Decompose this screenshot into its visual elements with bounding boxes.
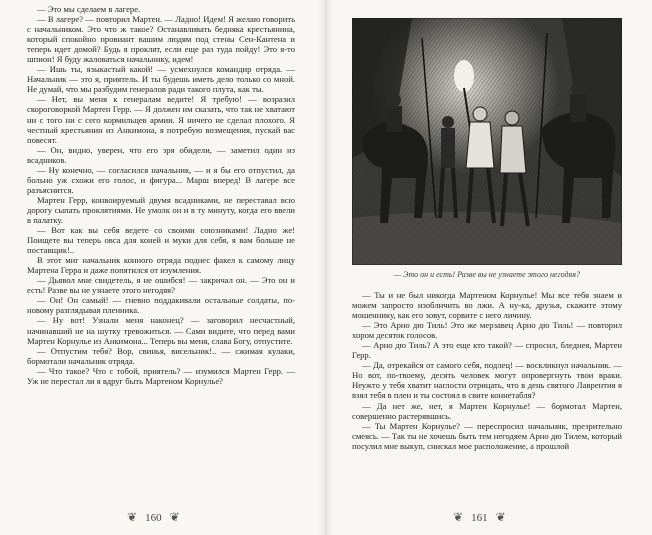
page-number-left — [127, 510, 180, 525]
paragraph: — Ну вот! Узнали меня наконец? — заговорил несчастный, начинавший не на шутку тревожиться. — Сами видите, что перед вами Мартен Корнулье из Анкимона... Теперь вы меня, слава Богу, отпустите. — [27, 315, 295, 346]
engraving-illustration — [352, 18, 622, 265]
paragraph: — Это Арно дю Тиль! Это же мерзавец Арно дю Тиль! — повторил хором десяток голосов. — [352, 320, 622, 341]
ornament-icon: ❦ — [495, 510, 506, 524]
right-page-text — [352, 290, 622, 451]
engraving-scene-icon — [352, 18, 622, 265]
paragraph: — Да нет же, нет, я Мартен Корнулье! — бормотал Мартен, совершенно растерявшись. — [352, 400, 622, 421]
paragraph: — Ты и не был никогда Мартеном Корнулье! Мы все тебя знаем и можем запросто изобличить во лжи. А ну-ка, друзья, скажите этому мошеннику, как его зовут, сорвите с него личину. — [352, 290, 622, 321]
paragraph: — Нет, вы меня к генералам ведите! Я требую! — возразил скороговоркой Мартен Герр. — Я должен им сказать, что так не хватают ни с того ни с сего кормильцев армии. Я ничего не сделал плохого. Я честный крестьянин из Анкимона, я потребую возмещения, пускай вас повесят. — [27, 94, 295, 145]
paragraph: — Да, отрекайся от самого себя, подлец! — воскликнул начальник. — Но вот, по-твоему, десять человек могут опровергнуть твои враки. Неужто у тебя хватит наглости отрицать, что в день святого Лаврентия я взял тебя в плен и ты состоял в свите коннетабля? — [352, 360, 622, 401]
ornament-icon: ❦ — [453, 510, 464, 524]
paragraph: — Это мы сделаем в лагере. — [37, 4, 141, 14]
paragraph: — Отпустим тебя? Вор, свинья, висельник!.. — сжимая кулаки, бормотали начальник отряда. — [27, 345, 295, 366]
page-number-right — [453, 510, 506, 525]
paragraph: Мартен Герр, конвоируемый двумя всадниками, не переставал всю дорогу сыпать проклятиями. Не умолк он и в ту минуту, когда его ввели в палатку. — [27, 194, 295, 225]
page-number: 161 — [471, 511, 488, 524]
page-number: 160 — [145, 511, 162, 524]
paragraph: — В лагере? — повторил Мартен. — Ладно! Идем! Я желаю говорить с начальником. Это что ж такое? Останавливать бедняка крестьянина, который спокойно провиант вашим людям под стены Сен-Кантена и теперь идет домой? Будь я проклят, если еще раз туда пойду! Это я-то шпион! Я буду жаловаться начальнику, идем! — [27, 14, 295, 65]
ornament-icon: ❦ — [169, 510, 180, 524]
paragraph: — Вот как вы себя ведете со своими союзниками! Ладно же! Поищете вы теперь овса для коней и муки для себя, я вам больше не поставщик!.. — [27, 225, 295, 256]
paragraph: — Дьявол мне свидетель, я не ошибся! — закричал он. — Это он и есть! Разве вы не узнаете этого негодяя? — [27, 275, 295, 296]
ornament-icon: ❦ — [127, 510, 138, 524]
illustration-caption: — Это он и есть! Разве вы не узнаете этого негодяя? — [394, 270, 580, 279]
paragraph: — Ну конечно, — согласился начальник, — и я бы его отпустил, да больно уж схожи его голос, и фигура... Марш вперед! В лагере все разъяснится. — [27, 164, 295, 195]
paragraph: — Он, видно, уверен, что его зря обидели, — заметил один из всадников. — [27, 144, 295, 165]
book-gutter — [318, 0, 334, 535]
paragraph: — Он! Он самый! — гневно поддакивали остальные солдаты, по-новому разглядывая пленника. — [27, 295, 295, 316]
paragraph: — Арно дю Тиль? А это еще кто такой? — спросил, бледнея, Мартен Герр. — [352, 340, 622, 361]
paragraph: — Ты Мартен Корнулье? — переспросил начальник, презрительно смеясь. — Так ты не хочешь быть тем негодяем Арно дю Тилем, который посулил мне выкуп, снискал мое расположение, а прошлой — [352, 420, 622, 451]
left-page-text — [27, 4, 295, 386]
paragraph: В этот миг начальник конного отряда поднес факел к самому лицу Мартена Герра и даже попятился от изумления. — [27, 255, 295, 276]
paragraph: — Ишь ты, языкастый какой! — усмехнулся командир отряда. — Начальник — это я, приятель. И ты будешь иметь дело только со мной. Не думай, что мы разбудим генералов ради такого плута, как ты. — [27, 64, 295, 95]
paragraph: — Что такое? Что с тобой, приятель? — изумился Мартен Герр. — Уж не перестал ли я вдруг быть Мартеном Корнулье? — [27, 365, 295, 386]
